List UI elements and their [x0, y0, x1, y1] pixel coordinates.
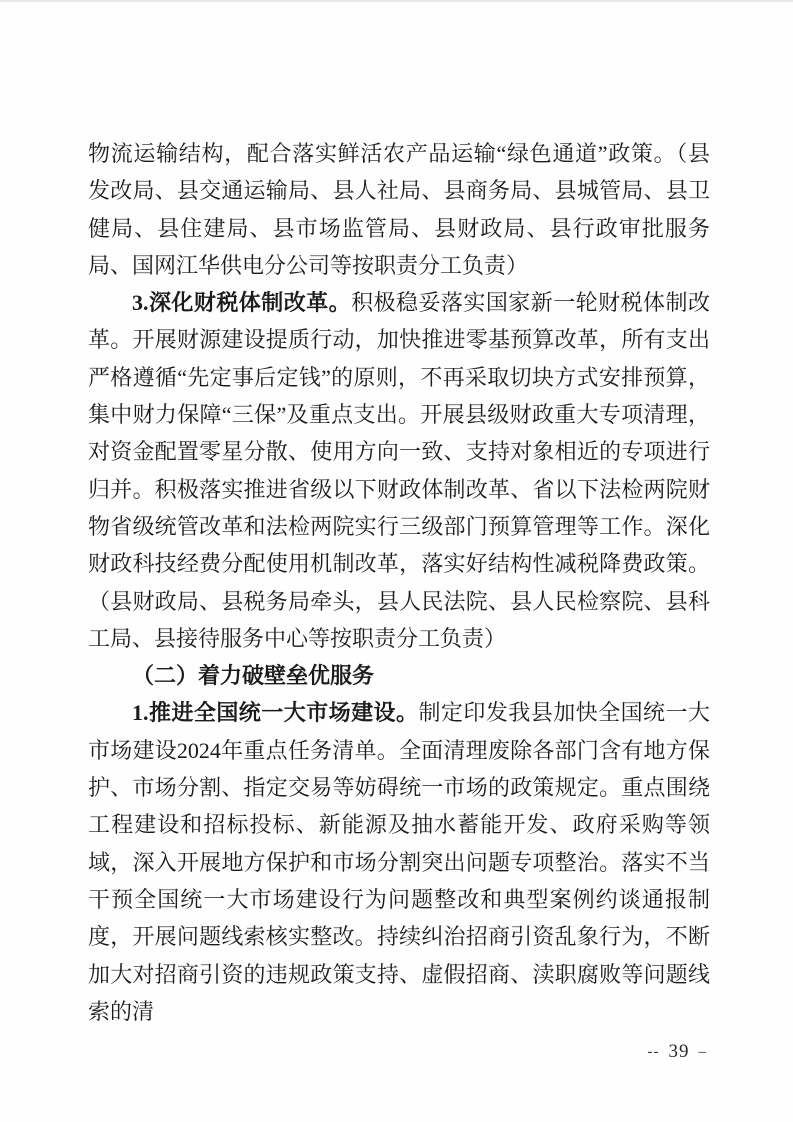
- paragraph: [88, 694, 710, 1030]
- paragraph: [88, 284, 710, 657]
- text-run: 物流运输结构，配合落实鲜活农产品运输“绿色通道”政策。（县发改局、县交通运输局、县人社局、县商务局、县城管局、县卫健局、县住建局、县市场监管局、县财政局、县行政审批服务局、国网江华供电分公司等按职责分工负责）: [88, 141, 710, 278]
- document-body: [88, 135, 710, 1030]
- page-number-left-dash: --: [647, 1044, 660, 1060]
- text-run: 制定印发我县加快全国统一大市场建设2024年重点任务清单。全面清理废除各部门含有地方保护、市场分割、指定交易等妨碍统一市场的政策规定。重点围绕工程建设和招标投标、新能源及抽水蓄能开发、政府采购等领域，深入开展地方保护和市场分割突出问题专项整治。落实不当干预全国统一大市场建设行为问题整改和典型案例约谈通报制度，开展问题线索核实整改。持续纠治招商引资乱象行为，不断加大对招商引资的违规政策支持、虚假招商、渎职腐败等问题线索的清: [88, 700, 710, 1024]
- page-number-value: 39: [668, 1041, 690, 1062]
- bold-text-run: （二）着力破壁垒优服务: [132, 663, 375, 689]
- paragraph: [88, 135, 710, 284]
- page-number-right-dash: –: [698, 1044, 707, 1060]
- bold-text-run: 3.深化财税体制改革。: [132, 290, 352, 316]
- page-number: [648, 1040, 708, 1064]
- text-run: 积极稳妥落实国家新一轮财税体制改革。开展财源建设提质行动，加快推进零基预算改革，所有支出严格遵循“先定事后定钱”的原则，不再采取切块方式安排预算，集中财力保障“三保”及重点支出。开展县级财政重大专项清理，对资金配置零星分散、使用方向一致、支持对象相近的专项进行归并。积极落实推进省级以下财政体制改革、省以下法检两院财物省级统管改革和法检两院实行三级部门预算管理等工作。深化财政科技经费分配使用机制改革，落实好结构性减税降费政策。（县财政局、县税务局牵头，县人民法院、县人民检察院、县科工局、县接待服务中心等按职责分工负责）: [88, 290, 710, 651]
- section-heading: [88, 657, 710, 694]
- bold-text-run: 1.推进全国统一大市场建设。: [132, 700, 419, 726]
